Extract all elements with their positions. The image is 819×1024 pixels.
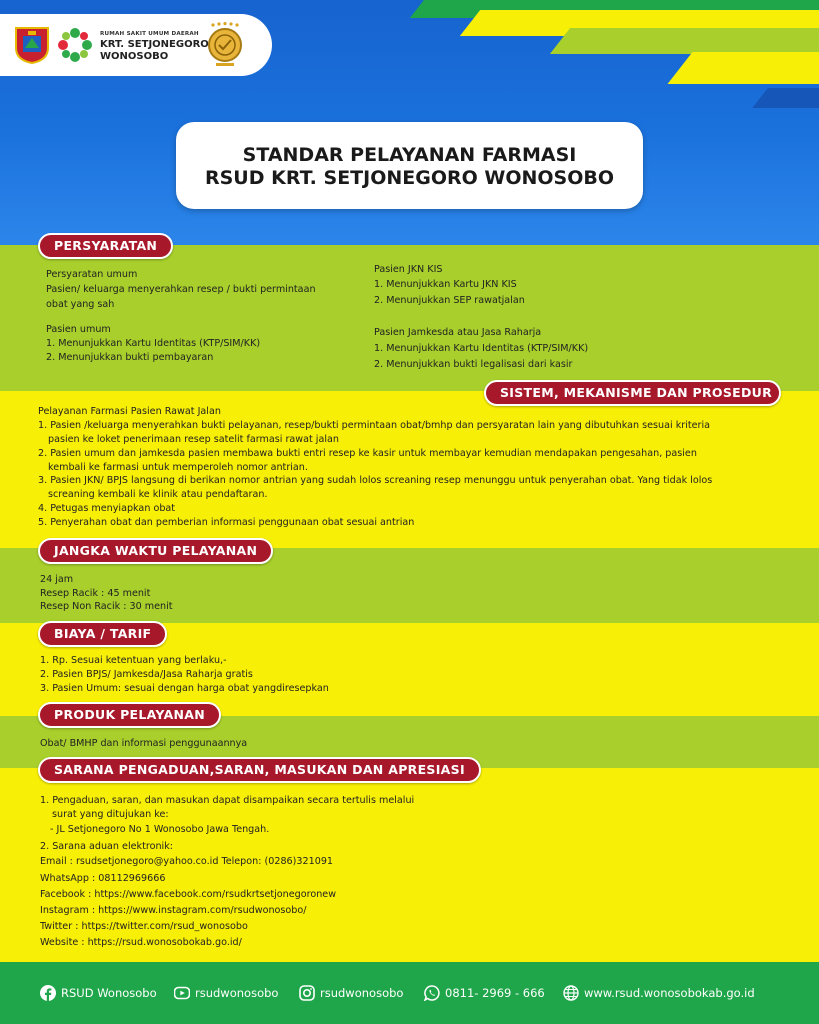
hospital-type-label: RUMAH SAKIT UMUM DAERAH [100, 31, 199, 37]
sistem-line: 5. Penyerahan obat dan pemberian informasi penggunaan obat sesuai antrian [38, 517, 415, 528]
sarana-line: surat yang ditujukan ke: [52, 809, 169, 820]
jangka-heading: JANGKA WAKTU PELAYANAN [38, 538, 273, 564]
sistem-line: 3. Pasien JKN/ BPJS langsung di berikan nomor antrian yang sudah lolos screaning resep menunggu untuk penyerahan obat. Yang tidak lolos [38, 475, 713, 486]
sarana-line: Instagram : https://www.instagram.com/rsudwonosobo/ [40, 905, 307, 916]
persyaratan-right-line: Pasien JKN KIS [374, 264, 443, 275]
persyaratan-right-line: 1. Menunjukkan Kartu JKN KIS [374, 279, 517, 290]
decor-stripe [667, 52, 819, 84]
website-link[interactable] [563, 984, 755, 1002]
persyaratan-left-line: obat yang sah [46, 299, 115, 310]
decor-stripe [550, 28, 819, 54]
sarana-line: Facebook : https://www.facebook.com/rsudkrtsetjonegoronew [40, 889, 337, 900]
sarana-line: WhatsApp : 08112969666 [40, 873, 166, 884]
instagram-icon [299, 985, 315, 1001]
persyaratan-left-line: Persyaratan umum [46, 269, 138, 280]
facebook-label: RSUD Wonosobo [61, 986, 157, 1000]
persyaratan-left-line: 1. Menunjukkan Kartu Identitas (KTP/SIM/KK) [46, 338, 261, 349]
sistem-line: screaning kembali ke klinik atau pendaftaran. [48, 489, 268, 500]
persyaratan-right-line: 1. Menunjukkan Kartu Identitas (KTP/SIM/KK) [374, 343, 589, 354]
biaya-line: 1. Rp. Sesuai ketentuan yang berlaku,- [40, 655, 227, 666]
persyaratan-right-line: Pasien Jamkesda atau Jasa Raharja [374, 327, 542, 338]
persyaratan-heading: PERSYARATAN [38, 233, 173, 259]
facebook-icon [40, 985, 56, 1001]
sarana-line: - JL Setjonegoro No 1 Wonosobo Jawa Tengah. [50, 824, 270, 835]
sistem-heading: SISTEM, MEKANISME DAN PROSEDUR [484, 380, 781, 406]
produk-line: Obat/ BMHP dan informasi penggunaannya [40, 738, 248, 749]
instagram-link[interactable] [299, 984, 403, 1002]
youtube-link[interactable] [174, 984, 278, 1002]
globe-icon [563, 985, 579, 1001]
sistem-line: 2. Pasien umum dan jamkesda pasien membawa bukti entri resep ke kasir untuk membayar kemudian mendapakan pengesahan, pasien [38, 448, 697, 459]
sarana-line: Twitter : https://twitter.com/rsud_wonosobo [40, 921, 248, 932]
decor-stripe [752, 88, 819, 108]
produk-heading: PRODUK PELAYANAN [38, 702, 221, 728]
sarana-line: 2. Sarana aduan elektronik: [40, 841, 173, 852]
persyaratan-left-line: 2. Menunjukkan bukti pembayaran [46, 352, 214, 363]
hospital-flower-logo-icon [56, 26, 94, 64]
sarana-heading: SARANA PENGADUAN,SARAN, MASUKAN DAN APRESIASI [38, 757, 481, 783]
hospital-name-line1: KRT. SETJONEGORO [100, 39, 209, 50]
website-label: www.rsud.wonosobokab.go.id [584, 986, 755, 1000]
page-subtitle: RSUD KRT. SETJONEGORO WONOSOBO [204, 167, 615, 189]
sistem-line: 4. Petugas menyiapkan obat [38, 503, 176, 514]
persyaratan-right-line: 2. Menunjukkan bukti legalisasi dari kasir [374, 359, 573, 370]
accreditation-badge-icon [204, 22, 246, 68]
instagram-label: rsudwonosobo [320, 986, 404, 1000]
whatsapp-icon [424, 985, 440, 1001]
hospital-name-line2: WONOSOBO [100, 51, 169, 62]
sistem-line: pasien ke loket penerimaan resep satelit farmasi rawat jalan [48, 434, 339, 445]
youtube-icon [174, 985, 190, 1001]
sistem-line: kembali ke farmasi untuk memperoleh nomor antrian. [48, 462, 308, 473]
jangka-line: 24 jam [40, 574, 74, 585]
sarana-line: 1. Pengaduan, saran, dan masukan dapat disampaikan secara tertulis melalui [40, 795, 415, 806]
whatsapp-link[interactable] [424, 984, 545, 1002]
persyaratan-right-line: 2. Menunjukkan SEP rawatjalan [374, 295, 525, 306]
page-title: STANDAR PELAYANAN FARMASI [242, 144, 577, 166]
facebook-link[interactable] [40, 984, 157, 1002]
sarana-line: Email : rsudsetjonegoro@yahoo.co.id Telepon: (0286)321091 [40, 856, 334, 867]
jangka-line: Resep Non Racik : 30 menit [40, 601, 173, 612]
persyaratan-left-line: Pasien/ keluarga menyerahkan resep / bukti permintaan [46, 284, 316, 295]
jangka-line: Resep Racik : 45 menit [40, 588, 151, 599]
sistem-line: 1. Pasien /keluarga menyerahkan bukti pelayanan, resep/bukti permintaan obat/bmhp dan persyaratan lain yang dibutuhkan sesuai kriteria [38, 420, 711, 431]
sarana-line: Website : https://rsud.wonosobokab.go.id/ [40, 937, 242, 948]
whatsapp-label: 0811- 2969 - 666 [445, 986, 545, 1000]
biaya-heading: BIAYA / TARIF [38, 621, 167, 647]
biaya-line: 2. Pasien BPJS/ Jamkesda/Jasa Raharja gratis [40, 669, 253, 680]
hospital-name [100, 39, 209, 63]
sistem-line: Pelayanan Farmasi Pasien Rawat Jalan [38, 406, 221, 417]
regency-crest-icon [14, 26, 50, 64]
title-card [176, 122, 643, 209]
persyaratan-left-line: Pasien umum [46, 324, 111, 335]
biaya-line: 3. Pasien Umum: sesuai dengan harga obat yangdiresepkan [40, 683, 329, 694]
youtube-label: rsudwonosobo [195, 986, 279, 1000]
